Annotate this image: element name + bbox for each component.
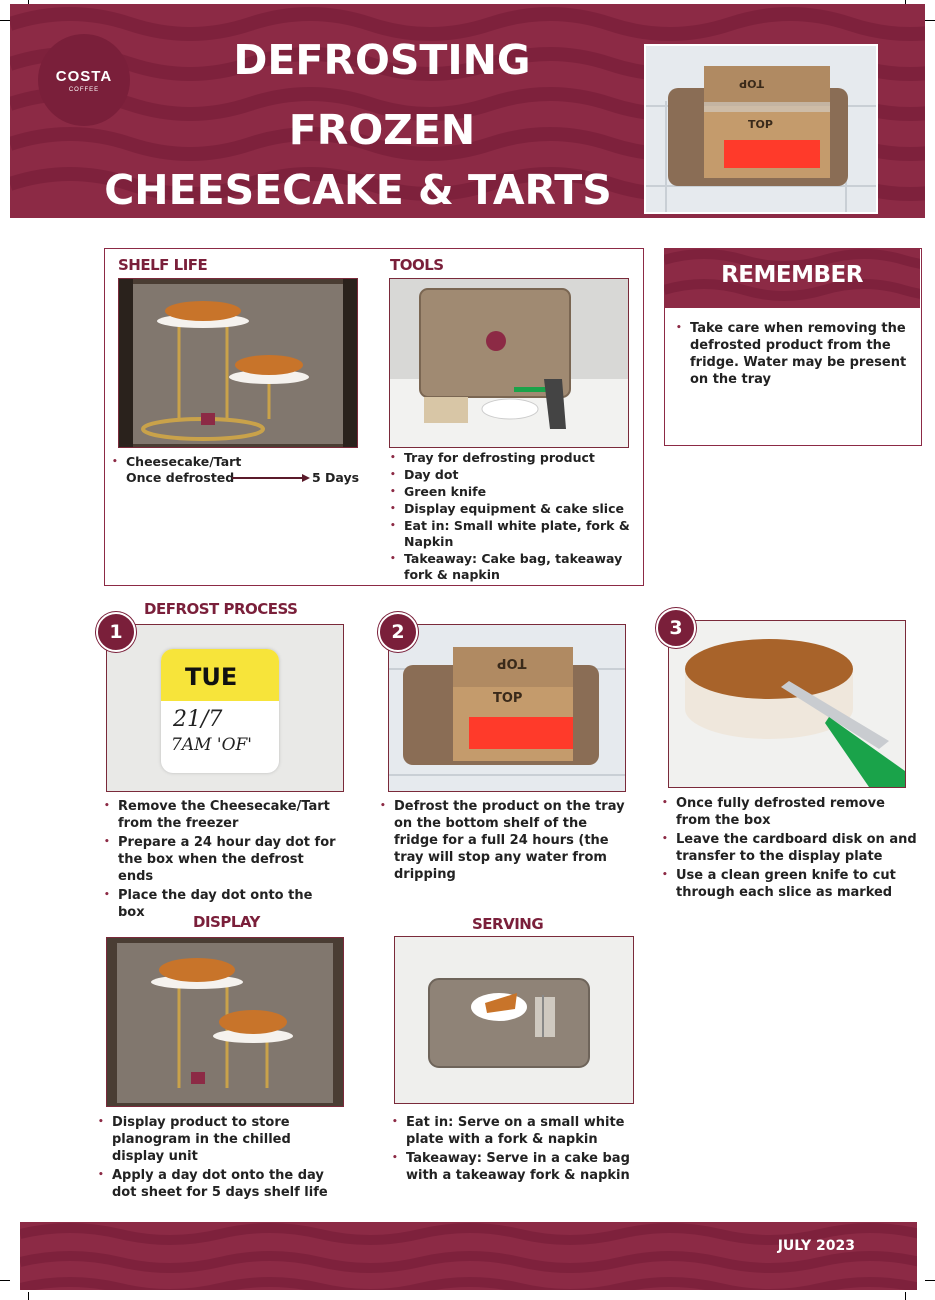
- tools-photo: [389, 278, 629, 448]
- list-item: • Display product to store planogram in the chilled display unit: [98, 1114, 338, 1165]
- remember-heading: REMEMBER: [721, 262, 863, 288]
- logo-sub: COFFEE: [68, 86, 100, 93]
- list-item: • Tray for defrosting product: [390, 450, 630, 466]
- cutting-cheesecake-illustration: [669, 621, 905, 787]
- shelf-life-photo: [118, 278, 358, 448]
- fridge-box-illustration: [389, 625, 625, 791]
- display-cabinet-illustration: [119, 279, 357, 447]
- step-number-3: 3: [656, 608, 696, 648]
- list-item: • Green knife: [390, 484, 630, 500]
- display-list: [98, 1114, 338, 1203]
- remember-list: [676, 320, 914, 390]
- box-top-label-upside: TOP: [497, 655, 527, 670]
- step3-list: [662, 795, 918, 903]
- day-dot-handwriting-2: 7AM 'OF': [171, 735, 252, 755]
- list-item: • Eat in: Serve on a small white plate with a fork & napkin: [392, 1114, 632, 1148]
- list-item: • Display equipment & cake slice: [390, 501, 630, 517]
- page-title-line2: FROZEN: [288, 106, 476, 154]
- header-banner: [10, 4, 925, 218]
- list-item: • Place the day dot onto the box: [104, 887, 340, 921]
- header-fridge-photo: [644, 44, 878, 214]
- shelf-life-heading: SHELF LIFE: [118, 256, 208, 274]
- serving-heading: SERVING: [472, 915, 544, 933]
- svg-text:TOP: TOP: [739, 77, 764, 90]
- crop-mark: [0, 1280, 10, 1281]
- page-title-line3: CHEESECAKE & TARTS: [104, 166, 612, 214]
- crop-mark: [28, 1292, 29, 1300]
- list-item: • Leave the cardboard disk on and transfer to the display plate: [662, 831, 918, 865]
- list-item: • Remove the Cheesecake/Tart from the freezer: [104, 798, 340, 832]
- step2-list: [380, 798, 628, 885]
- list-item: • Takeaway: Cake bag, takeaway fork & napkin: [390, 551, 630, 583]
- arrow-right-icon: [232, 473, 310, 483]
- logo-name: COSTA: [55, 67, 113, 85]
- shelf-life-product: Cheesecake/Tart: [126, 454, 242, 469]
- crop-mark: [925, 20, 935, 21]
- tools-list: [390, 450, 630, 584]
- list-item: • Take care when removing the defrosted product from the fridge. Water may be present on the tray: [676, 320, 914, 388]
- step1-photo: [106, 624, 344, 792]
- footer-banner: [20, 1222, 917, 1290]
- wave-pattern: [20, 1222, 917, 1290]
- step-number-1: 1: [96, 612, 136, 652]
- list-item: • Prepare a 24 hour day dot for the box when the defrost ends: [104, 834, 340, 885]
- step2-photo: [388, 624, 626, 792]
- shelf-life-condition: Once defrosted: [126, 470, 235, 485]
- serving-photo: [394, 936, 634, 1104]
- list-item: • Once fully defrosted remove from the box: [662, 795, 918, 829]
- defrost-process-heading: DEFROST PROCESS: [144, 600, 298, 618]
- step-number-2: 2: [378, 612, 418, 652]
- shelf-life-days: 5 Days: [312, 470, 360, 485]
- list-item: • Defrost the product on the tray on the bottom shelf of the fridge for a full 24 hours (the tray will stop any water from dripping: [380, 798, 628, 883]
- fridge-box-illustration: [646, 46, 876, 212]
- list-item: • Apply a day dot onto the day dot sheet for 5 days shelf life: [98, 1167, 338, 1201]
- crop-mark: [905, 1292, 906, 1300]
- tools-heading: TOOLS: [390, 256, 444, 274]
- display-cabinet-illustration: [107, 938, 343, 1106]
- page-title-line1: DEFROSTING: [233, 36, 531, 84]
- list-item: • Day dot: [390, 467, 630, 483]
- remember-header: [664, 248, 920, 308]
- day-dot-day: TUE: [185, 663, 238, 691]
- day-dot-handwriting-1: 21/7: [173, 707, 223, 732]
- box-top-label: TOP: [493, 691, 523, 706]
- footer-date: JULY 2023: [777, 1238, 855, 1254]
- costa-logo: [38, 34, 130, 126]
- tools-illustration: [390, 279, 628, 447]
- list-item: • Use a clean green knife to cut through each slice as marked: [662, 867, 918, 901]
- day-dot-label: [161, 649, 279, 773]
- display-photo: [106, 937, 344, 1107]
- serving-tray-illustration: [395, 937, 633, 1103]
- svg-text:TOP: TOP: [748, 118, 773, 131]
- list-item: • Takeaway: Serve in a cake bag with a takeaway fork & napkin: [392, 1150, 632, 1184]
- step1-list: [104, 798, 340, 923]
- crop-mark: [0, 20, 10, 21]
- crop-mark: [925, 1280, 935, 1281]
- serving-list: [392, 1114, 632, 1186]
- list-item: • Eat in: Small white plate, fork & Napkin: [390, 518, 630, 550]
- display-heading: DISPLAY: [193, 913, 260, 931]
- step3-photo: [668, 620, 906, 788]
